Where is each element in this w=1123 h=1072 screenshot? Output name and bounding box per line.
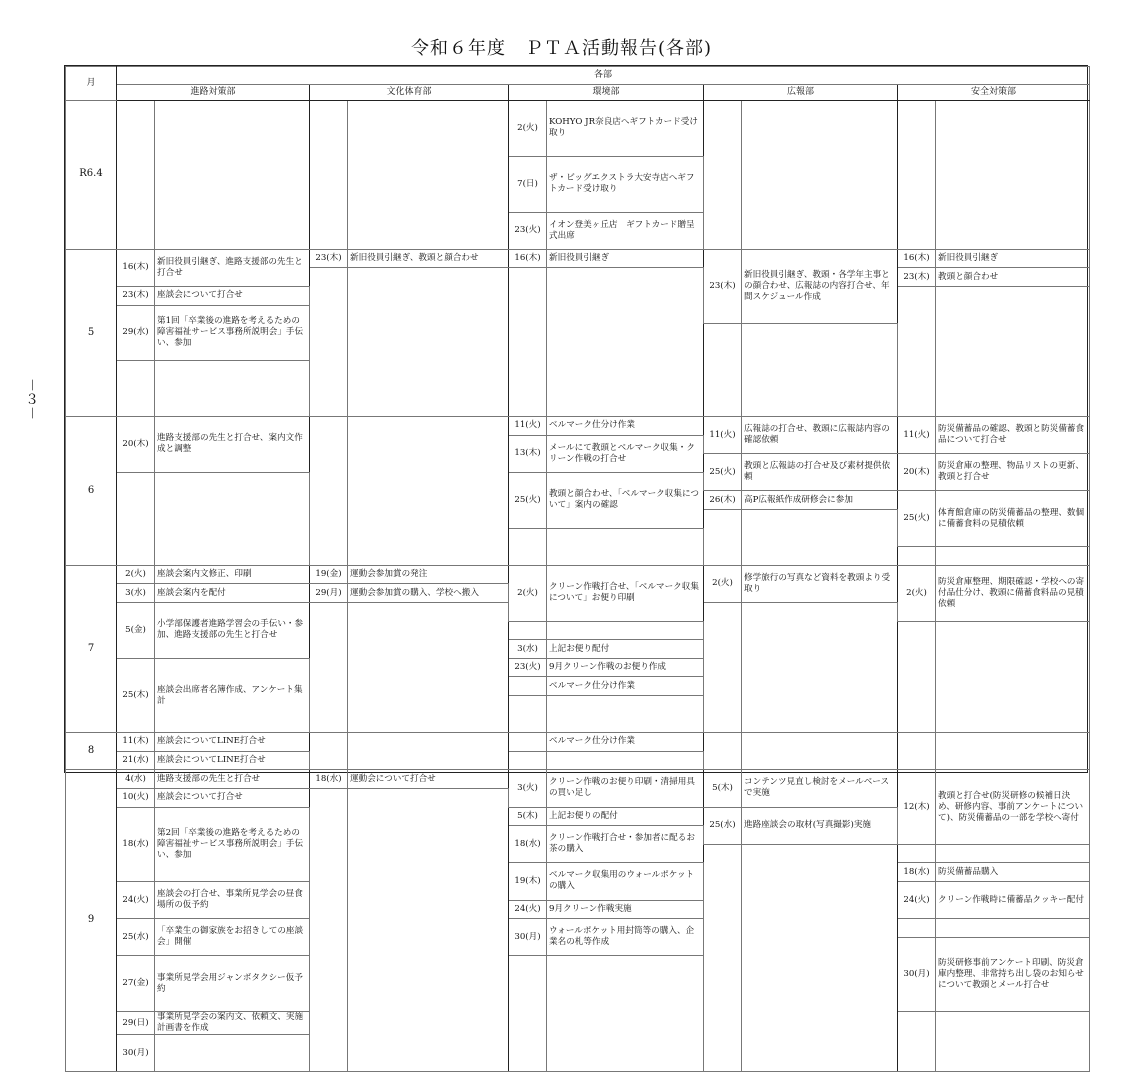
entry-date — [509, 268, 547, 417]
entry-date: 20(木) — [898, 454, 936, 491]
entry-text — [348, 101, 509, 250]
entry-date — [117, 361, 155, 417]
month-label: R6.4 — [66, 101, 117, 250]
entry-text — [936, 101, 1090, 250]
entry-text — [348, 788, 509, 1071]
entry-text: 座談会についてLINE打合せ — [155, 733, 310, 752]
entry-text: 防災備蓄品の確認、教頭と防災備蓄食品について打合せ — [936, 417, 1090, 454]
entry-text: コンテンツ見直し検討をメールベースで実施 — [742, 770, 898, 807]
entry-date: 11(火) — [704, 417, 742, 454]
entry-date: 25(火) — [704, 454, 742, 491]
entry-date: 21(水) — [117, 751, 155, 770]
entry-text: 小学部保護者進路学習会の手伝い・参加、進路支援部の先生と打合せ — [155, 603, 310, 659]
entry-text: 新旧役員引継ぎ、教頭と顔合わせ — [348, 249, 509, 268]
entry-date: 19(木) — [509, 863, 547, 900]
entry-text: 第2回「卒業後の進路を考えるための障害福祉サービス事務所説明会」手伝い、参加 — [155, 807, 310, 881]
entry-date: 11(火) — [898, 417, 936, 454]
entry-text — [547, 696, 704, 733]
entry-text: 「卒業生の御家族をお招きしての座談会」開催 — [155, 919, 310, 956]
entry-text: 事業所見学会の案内文、依頼文、実施計画書を作成 — [155, 1012, 310, 1035]
entry-date — [898, 1012, 936, 1072]
entry-date — [704, 324, 742, 417]
month-label: 7 — [66, 565, 117, 732]
table-row — [66, 733, 1090, 752]
entry-text — [547, 621, 704, 640]
entry-date — [310, 268, 348, 417]
table-row — [66, 101, 1090, 120]
entry-date: 2(火) — [509, 101, 547, 157]
entry-text: 教頭と広報誌の打合せ及び素材提供依頼 — [742, 454, 898, 491]
group-header: 各部 — [117, 67, 1090, 85]
entry-text: メールにて教頭とベルマーク収集・クリーン作戦の打合せ — [547, 435, 704, 472]
entry-text — [348, 603, 509, 733]
month-label: 9 — [66, 770, 117, 1072]
entry-date — [898, 101, 936, 250]
entry-date: 2(火) — [509, 565, 547, 621]
entry-text: 運動会参加賞の発注 — [348, 565, 509, 584]
entry-text — [547, 956, 704, 1072]
entry-text: イオン登美ヶ丘店 ギフトカード贈呈式出席 — [547, 212, 704, 249]
entry-date: 5(木) — [509, 807, 547, 826]
entry-date — [509, 956, 547, 1072]
entry-text: ベルマーク仕分け作業 — [547, 733, 704, 752]
entry-text: 広報誌の打合せ、教頭に広報誌内容の確認依頼 — [742, 417, 898, 454]
entry-text: クリーン作戦時に備蓄品クッキー配付 — [936, 881, 1090, 918]
entry-text: 進路支援部の先生と打合せ、案内文作成と調整 — [155, 417, 310, 473]
entry-text: 新旧役員引継ぎ — [936, 249, 1090, 268]
entry-text — [742, 733, 898, 770]
entry-text — [348, 268, 509, 417]
entry-text — [742, 510, 898, 566]
entry-date: 30(月) — [509, 919, 547, 956]
dept-header-kankyo: 環境部 — [509, 85, 704, 101]
entry-date: 13(木) — [509, 435, 547, 472]
entry-date — [704, 844, 742, 1072]
entry-text: 座談会について打合せ — [155, 286, 310, 305]
entry-text: クリーン作戦打合せ・参加者に配るお茶の購入 — [547, 826, 704, 863]
entry-date: 23(木) — [117, 286, 155, 305]
entry-date: 2(火) — [117, 565, 155, 584]
entry-text: 座談会案内を配付 — [155, 584, 310, 603]
table-body — [66, 67, 1090, 1072]
entry-text — [936, 844, 1090, 863]
entry-date: 18(水) — [310, 770, 348, 789]
entry-date — [310, 417, 348, 566]
entry-text: 修学旅行の写真など資料を教頭より受取り — [742, 565, 898, 602]
entry-date: 25(水) — [117, 919, 155, 956]
entry-text: KOHYO JR奈良店へギフトカード受け取り — [547, 101, 704, 157]
entry-date: 30(月) — [117, 1035, 155, 1072]
entry-date: 12(木) — [898, 770, 936, 844]
entry-date — [509, 528, 547, 565]
entry-text: 9月クリーン作戦のお便り作成 — [547, 658, 704, 677]
entry-text — [155, 101, 310, 250]
entry-text: 防災備蓄品購入 — [936, 863, 1090, 882]
entry-date — [310, 733, 348, 770]
entry-date: 26(木) — [704, 491, 742, 510]
entry-date: 18(水) — [509, 826, 547, 863]
entry-text: クリーン作戦打合せ、「ベルマーク収集について」お便り印刷 — [547, 565, 704, 621]
entry-text: 新旧役員引継ぎ、進路支援部の先生と打合せ — [155, 249, 310, 286]
table-row — [66, 919, 1090, 938]
entry-text — [348, 417, 509, 566]
table-row — [66, 249, 1090, 268]
entry-date — [310, 788, 348, 1071]
entry-date: 3(水) — [117, 584, 155, 603]
entry-text — [936, 547, 1090, 566]
entry-text — [155, 472, 310, 565]
entry-date — [898, 919, 936, 938]
entry-text — [742, 324, 898, 417]
activity-report-table — [65, 66, 1090, 1072]
entry-date: 25(水) — [704, 807, 742, 844]
entry-date: 2(火) — [704, 565, 742, 602]
report-table-wrapper — [64, 65, 1088, 1058]
entry-date: 23(木) — [704, 249, 742, 323]
entry-date: 29(水) — [117, 305, 155, 361]
entry-date: 2(火) — [898, 565, 936, 621]
entry-date: 29(月) — [310, 584, 348, 603]
entry-text: 上記お便りの配付 — [547, 807, 704, 826]
entry-date: 23(木) — [310, 249, 348, 268]
table-row — [66, 417, 1090, 436]
table-row — [66, 770, 1090, 789]
entry-date — [704, 733, 742, 770]
entry-date: 11(火) — [509, 417, 547, 436]
entry-date: 16(木) — [898, 249, 936, 268]
entry-date: 3(火) — [509, 770, 547, 807]
entry-text: 事業所見学会用ジャンボタクシー仮予約 — [155, 956, 310, 1012]
entry-text: 座談会の打合せ、事業所見学会の昼食場所の仮予約 — [155, 881, 310, 918]
month-header: 月 — [66, 67, 117, 101]
entry-text — [155, 1035, 310, 1072]
month-label: 8 — [66, 733, 117, 770]
entry-text: 上記お便り配付 — [547, 640, 704, 659]
header-row-departments — [66, 85, 1090, 101]
entry-date — [509, 677, 547, 696]
entry-date: 16(木) — [117, 249, 155, 286]
entry-date — [509, 751, 547, 770]
entry-date: 18(水) — [898, 863, 936, 882]
header-row-group — [66, 67, 1090, 85]
entry-text — [547, 268, 704, 417]
entry-date — [509, 733, 547, 752]
entry-date — [117, 101, 155, 250]
entry-text — [936, 1012, 1090, 1072]
entry-date — [509, 621, 547, 640]
entry-date — [898, 844, 936, 863]
entry-date: 4(水) — [117, 770, 155, 789]
entry-text — [547, 528, 704, 565]
entry-date — [898, 733, 936, 770]
entry-text — [547, 751, 704, 770]
entry-text — [742, 603, 898, 733]
entry-date: 23(火) — [509, 658, 547, 677]
entry-date: 25(木) — [117, 658, 155, 732]
entry-date — [704, 603, 742, 733]
entry-text: 進路座談会の取材(写真撮影)実施 — [742, 807, 898, 844]
entry-text: 新旧役員引継ぎ、教頭・各学年主事との顔合わせ、広報誌の内容打合せ、年間スケジュール作成 — [742, 249, 898, 323]
entry-text: 防災倉庫整理、期限確認・学校への寄付品仕分け、教頭に備蓄食料品の見積依頼 — [936, 565, 1090, 621]
entry-date: 5(木) — [704, 770, 742, 807]
entry-text — [742, 101, 898, 250]
entry-text: ウォールポケット用封筒等の購入、企業名の札等作成 — [547, 919, 704, 956]
dept-header-bunka: 文化体育部 — [310, 85, 509, 101]
entry-text: 座談会案内文修正、印刷 — [155, 565, 310, 584]
entry-text — [936, 733, 1090, 770]
entry-date: 20(木) — [117, 417, 155, 473]
entry-text: 進路支援部の先生と打合せ — [155, 770, 310, 789]
entry-date: 23(木) — [898, 268, 936, 287]
entry-date: 10(火) — [117, 788, 155, 807]
dept-header-anzen: 安全対策部 — [898, 85, 1090, 101]
entry-date — [898, 621, 936, 733]
entry-date: 5(金) — [117, 603, 155, 659]
entry-date: 11(木) — [117, 733, 155, 752]
table-row — [66, 565, 1090, 584]
month-label: 6 — [66, 417, 117, 566]
entry-text: 座談会についてLINE打合せ — [155, 751, 310, 770]
entry-date: 25(火) — [898, 491, 936, 547]
month-label: 5 — [66, 249, 117, 416]
entry-text: 運動会について打合せ — [348, 770, 509, 789]
entry-date — [509, 696, 547, 733]
entry-date — [310, 603, 348, 733]
entry-date — [704, 101, 742, 250]
entry-text: 9月クリーン作戦実施 — [547, 900, 704, 919]
entry-date — [898, 547, 936, 566]
entry-date: 29(日) — [117, 1012, 155, 1035]
entry-text: 防災研修事前アンケート印刷、防災倉庫内整理、非常持ち出し袋のお知らせについて教頭とメール打合せ — [936, 937, 1090, 1011]
entry-date: 19(金) — [310, 565, 348, 584]
entry-date: 25(火) — [509, 472, 547, 528]
entry-date — [117, 472, 155, 565]
page-title: 令和６年度 ＰＴＡ活動報告(各部) — [410, 38, 713, 59]
entry-text: ザ・ビッグエクストラ大安寺店へギフトカード受け取り — [547, 156, 704, 212]
entry-text: 第1回「卒業後の進路を考えるための障害福祉サービス事務所説明会」手伝い、参加 — [155, 305, 310, 361]
dept-header-koho: 広報部 — [704, 85, 898, 101]
entry-date: 23(火) — [509, 212, 547, 249]
entry-date: 24(火) — [898, 881, 936, 918]
entry-date: 3(水) — [509, 640, 547, 659]
entry-date — [704, 510, 742, 566]
entry-date: 27(金) — [117, 956, 155, 1012]
entry-text: 防災倉庫の整理、物品リストの更新、教頭と打合せ — [936, 454, 1090, 491]
entry-text — [936, 621, 1090, 733]
entry-text: ベルマーク仕分け作業 — [547, 417, 704, 436]
dept-header-shinro: 進路対策部 — [117, 85, 310, 101]
entry-text: 新旧役員引継ぎ — [547, 249, 704, 268]
entry-text — [936, 286, 1090, 416]
entry-text: 体育館倉庫の防災備蓄品の整理、数個に備蓄食料の見積依頼 — [936, 491, 1090, 547]
entry-date: 24(火) — [117, 881, 155, 918]
entry-text: 運動会参加賞の購入、学校へ搬入 — [348, 584, 509, 603]
entry-text: 教頭と顔合わせ、「ベルマーク収集について」案内の確認 — [547, 472, 704, 528]
entry-date: 30(月) — [898, 937, 936, 1011]
entry-date: 24(火) — [509, 900, 547, 919]
entry-date — [310, 101, 348, 250]
entry-text: 座談会出席者名簿作成、アンケート集計 — [155, 658, 310, 732]
entry-text — [936, 919, 1090, 938]
entry-text: 座談会について打合せ — [155, 788, 310, 807]
entry-date: 16(木) — [509, 249, 547, 268]
page-number: －３－ — [23, 378, 39, 420]
entry-text: 教頭と顔合わせ — [936, 268, 1090, 287]
entry-date — [898, 286, 936, 416]
entry-text: 高P広報紙作成研修会に参加 — [742, 491, 898, 510]
entry-text — [348, 733, 509, 770]
entry-text — [155, 361, 310, 417]
entry-text: 教頭と打合せ(防災研修の候補日決め、研修内容、事前アンケートについて)、防災備蓄品の一部を学校へ寄付 — [936, 770, 1090, 844]
entry-text: クリーン作戦のお便り印刷・清掃用具の買い足し — [547, 770, 704, 807]
entry-date: 7(日) — [509, 156, 547, 212]
entry-text — [742, 844, 898, 1072]
entry-text: ベルマーク収集用のウォールポケットの購入 — [547, 863, 704, 900]
entry-date: 18(水) — [117, 807, 155, 881]
entry-text: ベルマーク仕分け作業 — [547, 677, 704, 696]
